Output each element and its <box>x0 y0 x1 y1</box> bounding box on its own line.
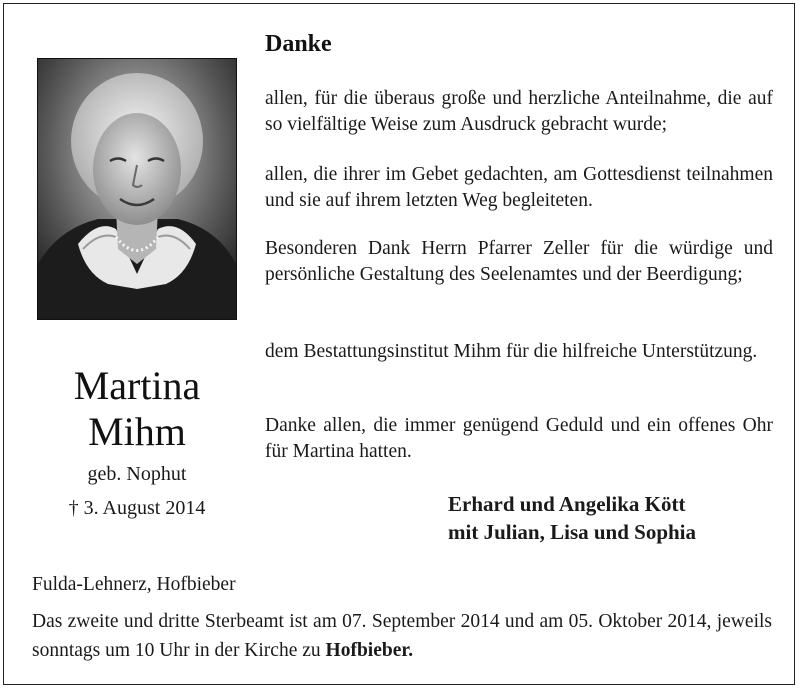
thanks-paragraph: Besonderen Dank Herrn Pfarrer Zeller für die würdige und persönliche Gestaltung des Seelenamtes und der Beerdigung; <box>265 238 773 285</box>
service-notice <box>32 607 772 665</box>
thanks-paragraph: dem Bestattungsinstitut Mihm für die hilfreiche Unterstützung. <box>265 341 758 362</box>
deceased-first-name: Martina <box>73 363 201 408</box>
place-name: Fulda-Lehnerz, Hofbieber <box>32 574 236 595</box>
deceased-last-name: Mihm <box>88 409 186 454</box>
thanks-paragraph: Danke allen, die immer genügend Geduld und ein offenes Ohr für Martina hatten. <box>265 415 773 462</box>
portrait-photo <box>37 58 237 320</box>
thanks-paragraph: allen, die ihrer im Gebet gedachten, am Gottesdienst teilnahmen und sie auf ihrem letzten Weg begleiteten. <box>265 164 773 211</box>
signature-line-2: mit Julian, Lisa und Sophia <box>448 520 697 544</box>
thanks-heading: Danke <box>265 31 332 57</box>
signature-line-1: Erhard und Angelika Kött <box>448 492 686 516</box>
death-date: † 3. August 2014 <box>68 497 206 519</box>
service-notice-text: Das zweite und dritte Sterbeamt ist am 07. September 2014 und am 05. Oktober 2014, jeweils sonntags um 10 Uhr in der Kirche zu <box>32 611 772 661</box>
thanks-paragraph: allen, für die überaus große und herzliche Anteilnahme, die auf so vielfältige Weise zum Ausdruck gebracht wurde; <box>265 88 773 135</box>
birth-name: geb. Nophut <box>87 463 187 485</box>
service-notice-place: Hofbieber. <box>325 640 414 661</box>
